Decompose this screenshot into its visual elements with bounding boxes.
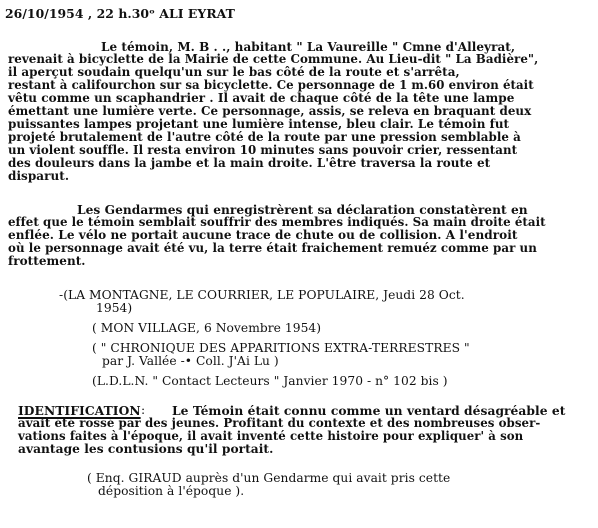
para1-line-7: puissantes lampes projetant une lumière intense, bleu clair. Le témoin fut xyxy=(8,117,510,131)
para1-line-1: Le témoin, M. B . ., habitant " La Vaureille " Cmne d'Alleyrat, xyxy=(101,40,516,54)
source2-line-1: ( MON VILLAGE, 6 Novembre 1954) xyxy=(92,321,322,335)
source1-line-1: -(LA MONTAGNE, LE COURRIER, LE POPULAIRE, Jeudi 28 Oct. xyxy=(59,288,465,302)
para2-line-1: Les Gendarmes qui enregistrèrent sa déclaration constatèrent en xyxy=(77,203,528,217)
source4-line-1: (L.D.L.N. " Contact Lecteurs " Janvier 1970 - n° 102 bis ) xyxy=(92,374,448,388)
para1-line-3: il aperçut soudain quelqu'un sur le bas côté de la route et s'arrêta, xyxy=(8,65,460,79)
para1-line-8: projeté brutalement de l'autre côté de la route par une pression semblable à xyxy=(8,130,521,144)
para2-line-2: effet que le témoin semblait souffrir des membres indiqués. Sa main droite était xyxy=(8,215,546,229)
para2-line-3: enflée. Le vélo ne portait aucune trace de chute ou de collision. A l'endroit xyxy=(8,228,518,242)
identification-line-4: avantage les contusions qu'il portait. xyxy=(18,442,274,456)
source1-line-2: 1954) xyxy=(96,301,133,315)
source3-line-2: par J. Vallée -• Coll. J'Ai Lu ) xyxy=(102,354,279,368)
enquiry-line-1: ( Enq. GIRAUD auprès d'un Gendarme qui avait pris cette xyxy=(87,471,451,485)
enquiry-line-2: déposition à l'époque ). xyxy=(98,484,245,498)
para1-line-9: un violent souffle. Il resta environ 10 minutes sans pouvoir crier, ressentant xyxy=(8,143,518,157)
identification-line-3: vations faites à l'époque, il avait inventé cette histoire pour expliquer' à son xyxy=(18,429,524,443)
source3-line-1: ( " CHRONIQUE DES APPARITIONS EXTRA-TERRESTRES " xyxy=(92,341,470,355)
para1-line-2: revenait à bicyclette de la Mairie de cette Commune. Au Lieu-dit " La Badière", xyxy=(8,52,539,66)
para1-line-11: disparut. xyxy=(8,169,70,183)
para2-line-5: frottement. xyxy=(8,254,86,268)
header-line: 26/10/1954 , 22 h.30ᵒ ALI EYRAT xyxy=(5,6,235,21)
para2-line-4: où le personnage avait été vu, la terre était fraichement remuéz comme par un xyxy=(8,241,537,255)
identification-separator: : xyxy=(137,403,150,417)
identification-line-2: avait été rossé par des jeunes. Profitant du contexte et des nombreuses obser- xyxy=(18,416,541,430)
para1-line-6: émettant une lumière verte. Ce personnage, assis, se releva en braquant deux xyxy=(8,104,532,118)
identification-label: IDENTIFICATION xyxy=(18,403,141,418)
para1-line-5: vêtu comme un scaphandrier . Il avait de chaque côté de la tête une lampe xyxy=(8,91,515,105)
para1-line-10: des douleurs dans la jambe et la main droite. L'être traversa la route et xyxy=(8,156,491,170)
para1-line-4: restant à califourchon sur sa bicyclette. Ce personnage de 1 m.60 environ était xyxy=(8,78,534,92)
identification-line-1: Le Témoin était connu comme un ventard désagréable et xyxy=(172,403,566,418)
